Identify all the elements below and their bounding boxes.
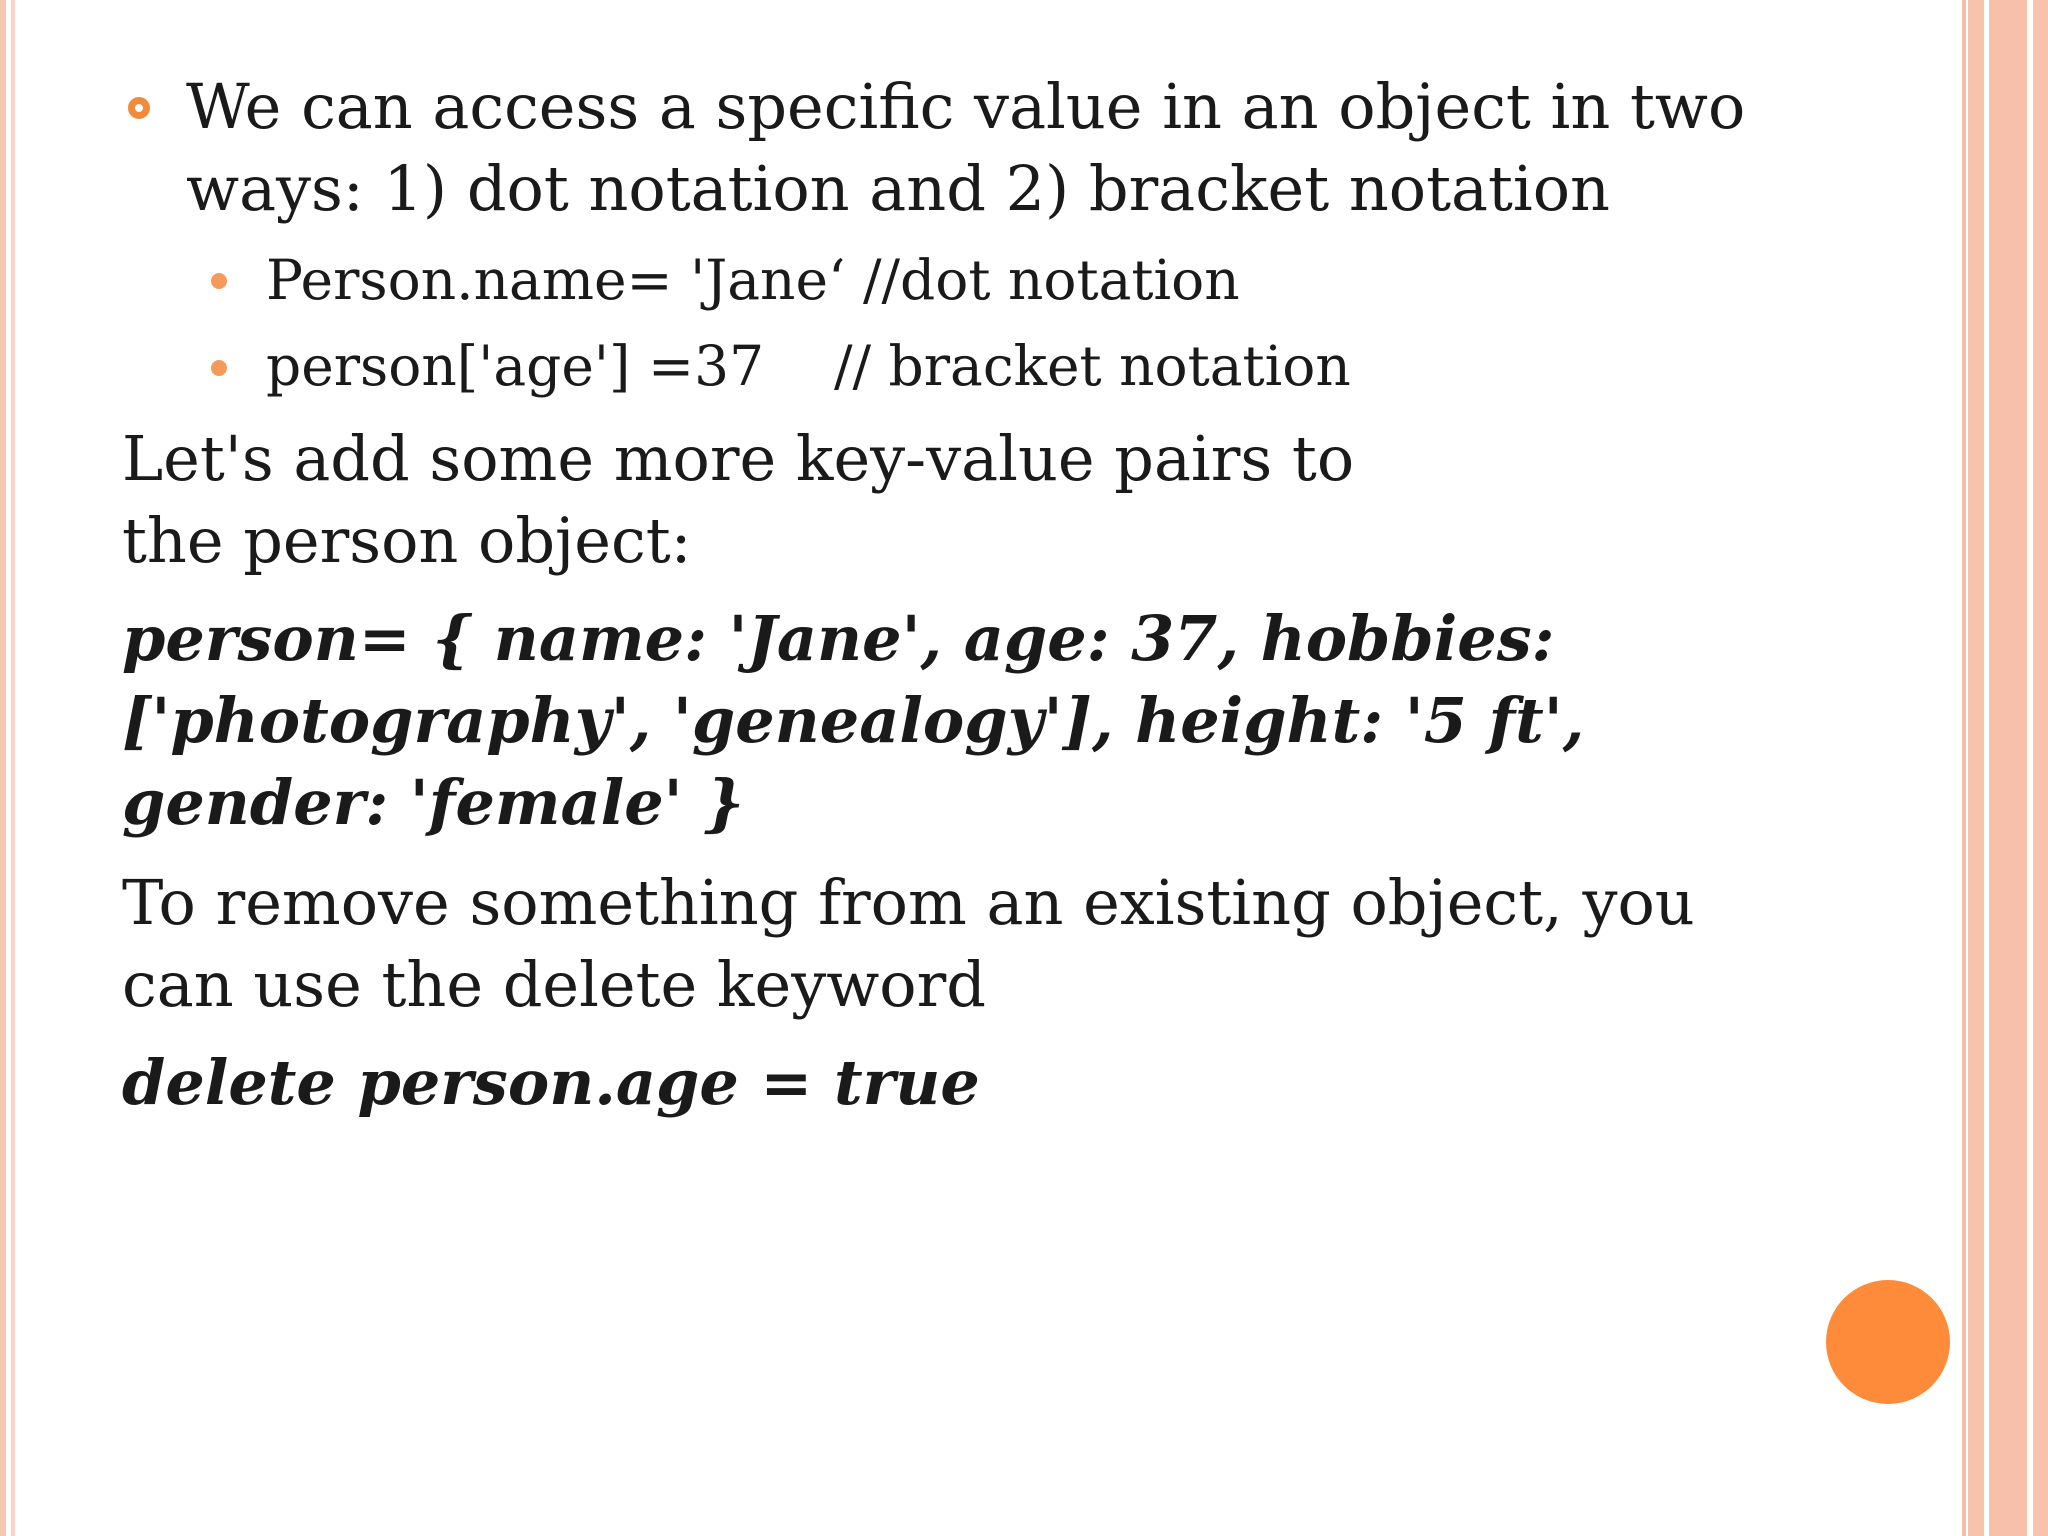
left-border-line — [11, 0, 15, 1536]
sub-bullet-text: person['age'] =37 // bracket notation — [266, 334, 1351, 398]
bullet-text-line: ways: 1) dot notation and 2) bracket notation — [186, 152, 1610, 225]
paragraph-line: the person object: — [122, 504, 692, 577]
dot-bullet-icon — [211, 273, 227, 289]
dot-bullet-icon — [211, 360, 227, 376]
paragraph-line: can use the delete keyword — [122, 948, 986, 1021]
sub-bullet-text: Person.name= 'Jane‘ //dot notation — [266, 248, 1240, 312]
code-line: person= { name: 'Jane', age: 37, hobbies: — [122, 602, 1555, 675]
decorative-orange-circle — [1826, 1280, 1950, 1404]
left-border-line — [0, 0, 6, 1536]
right-border-line — [1962, 0, 1966, 1536]
right-border-band — [2033, 0, 2048, 1536]
code-line: delete person.age = true — [122, 1046, 980, 1119]
ring-bullet-icon — [128, 97, 150, 119]
paragraph-line: Let's add some more key-value pairs to — [122, 422, 1355, 495]
code-line: gender: 'female' } — [122, 766, 745, 839]
bullet-text-line: We can access a specific value in an object in two — [186, 70, 1746, 143]
right-border-band — [1968, 0, 1984, 1536]
paragraph-line: To remove something from an existing object, you — [122, 866, 1695, 939]
right-border-band — [1989, 0, 2027, 1536]
code-line: ['photography', 'genealogy'], height: '5 ft', — [122, 684, 1585, 757]
